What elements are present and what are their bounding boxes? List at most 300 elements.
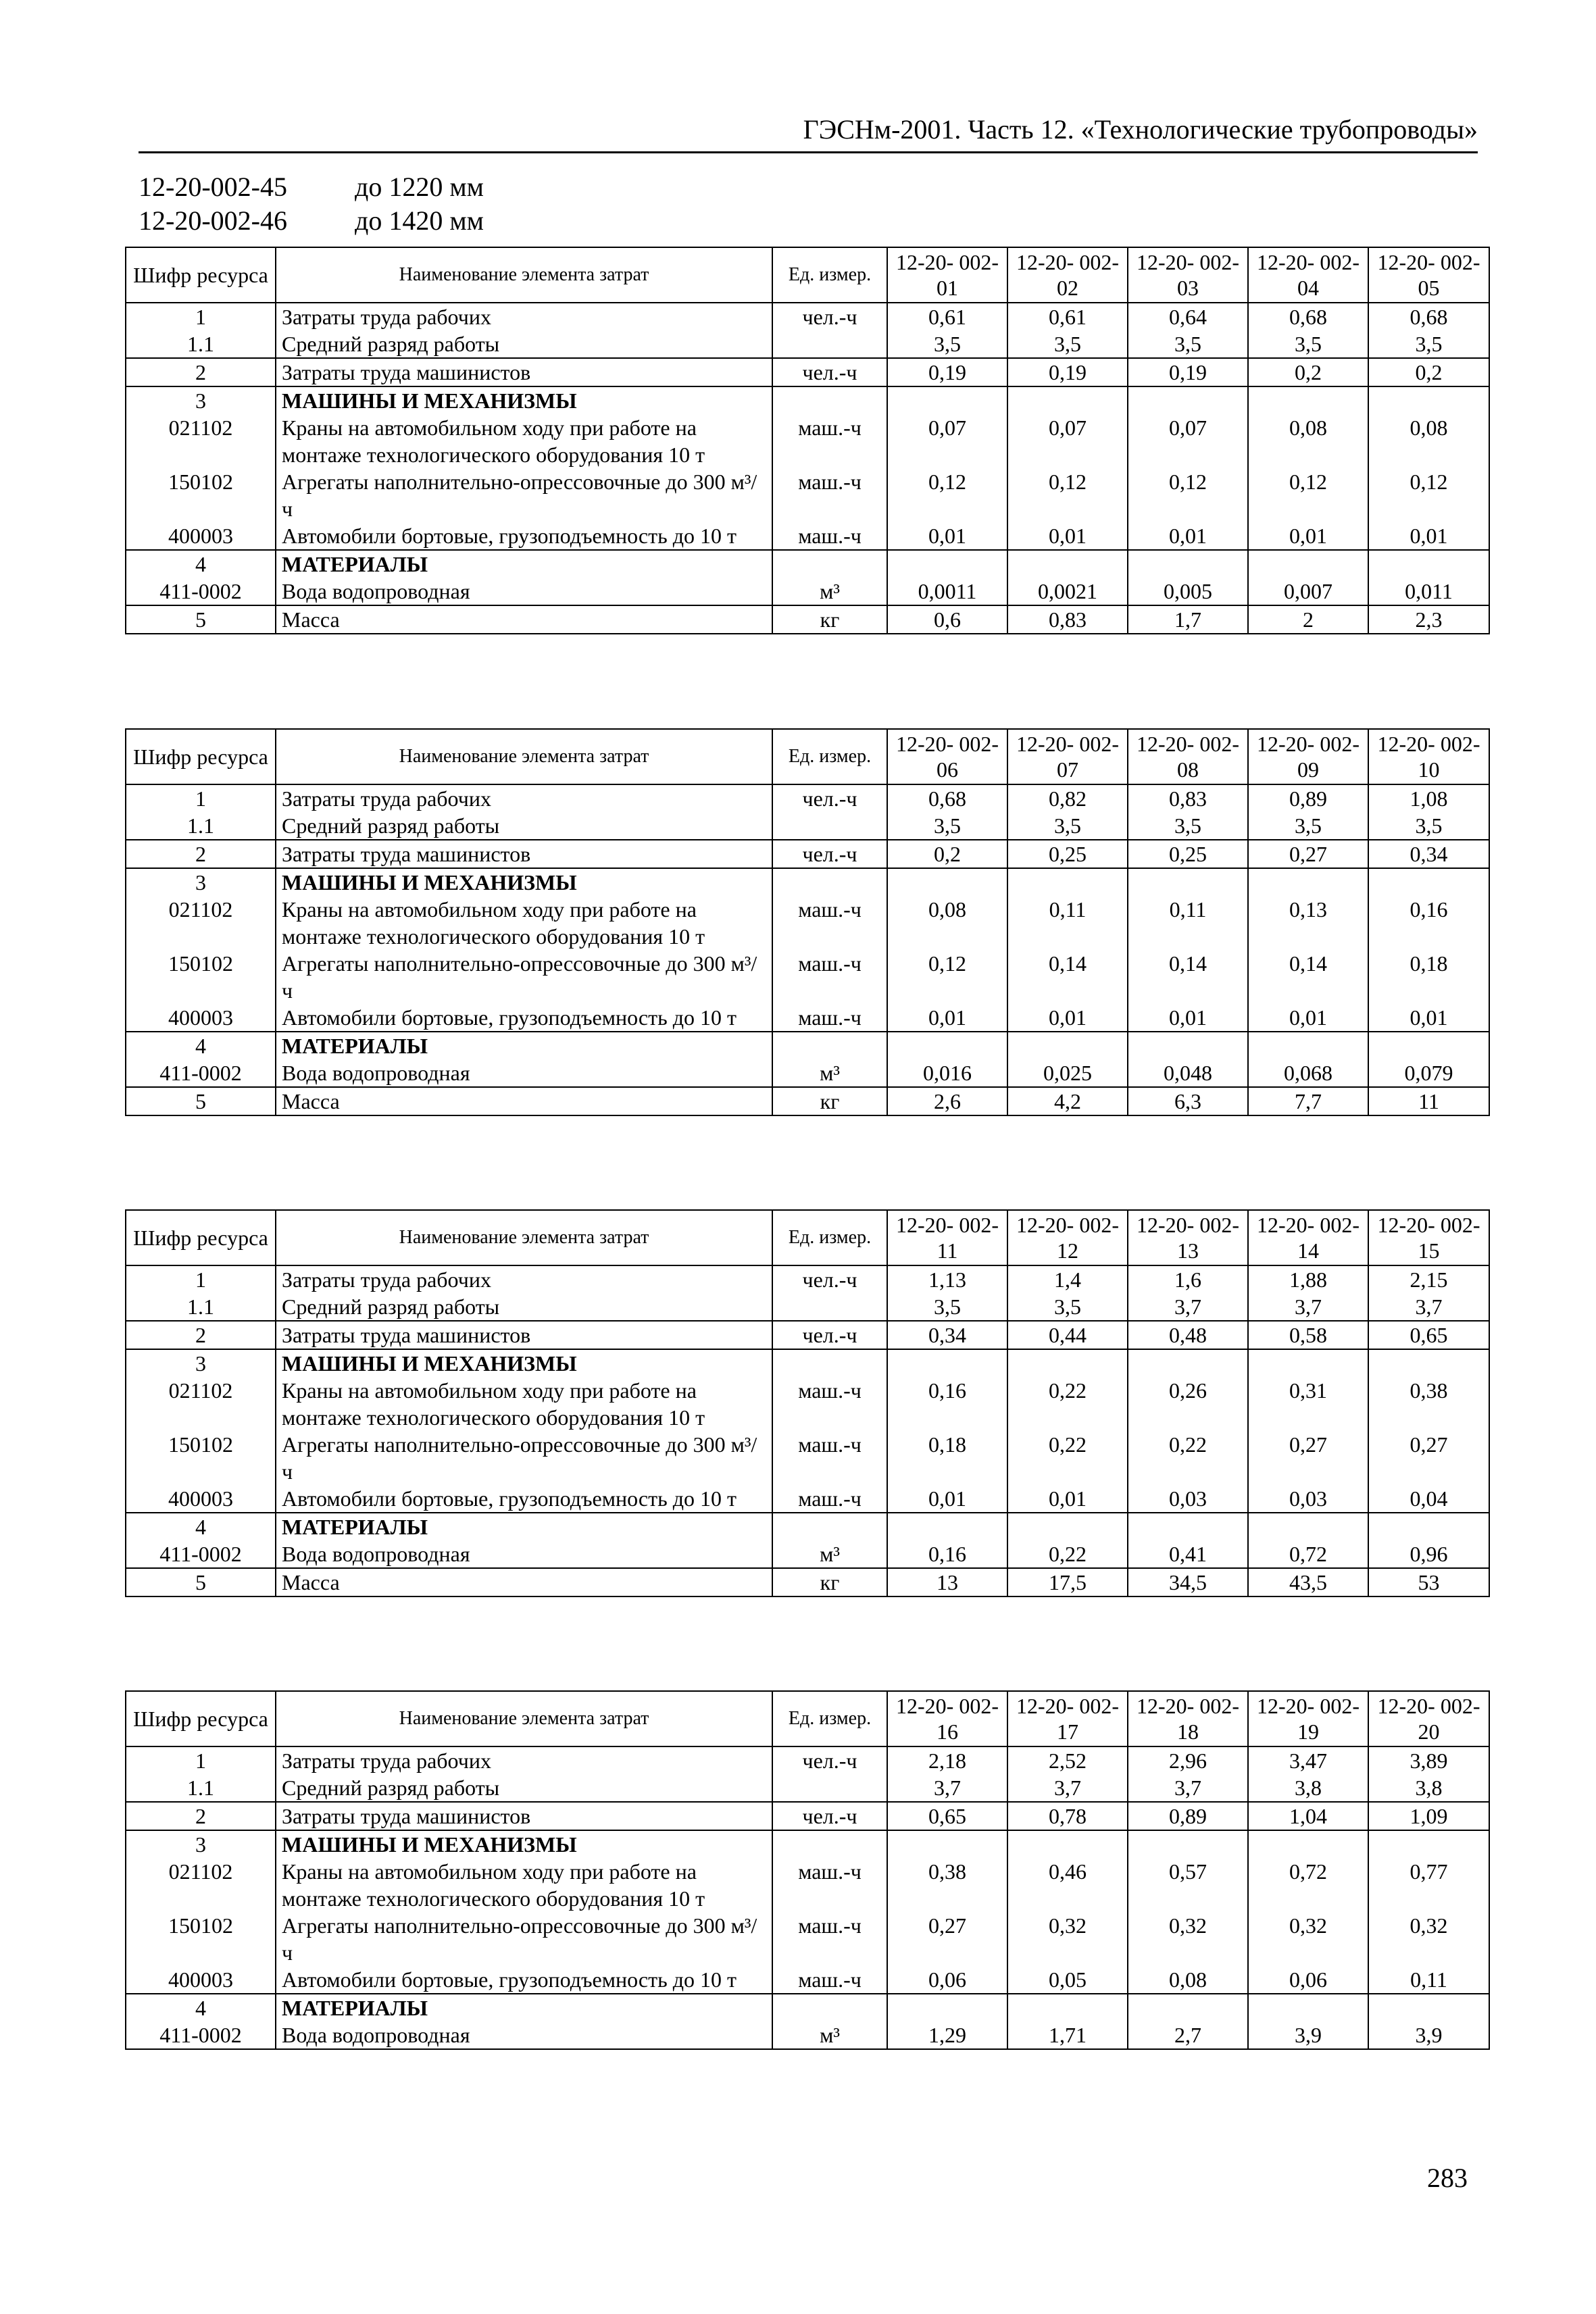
row-value: 7,7 — [1248, 1087, 1368, 1115]
row-unit: м³ — [772, 2021, 887, 2049]
cipher-header: Шифр ресурса — [126, 1691, 276, 1746]
row-value: 0,2 — [1248, 358, 1368, 386]
row-name: Вода водопроводная — [276, 1059, 772, 1087]
row-unit: м³ — [772, 1540, 887, 1568]
row-value: 0,57 — [1128, 1858, 1248, 1912]
row-value: 0,27 — [1248, 840, 1368, 868]
row-value: 0,12 — [1007, 468, 1128, 522]
row-value: 0,07 — [1007, 414, 1128, 468]
table-row-rank — [126, 1774, 1489, 1802]
row-unit: маш.-ч — [772, 468, 887, 522]
row-name: Краны на автомобильном ходу при работе на монтаже технологического оборудования 10 т — [276, 896, 772, 950]
row-unit: маш.-ч — [772, 1431, 887, 1485]
row-value: 3,5 — [1007, 330, 1128, 358]
row-value: 3,5 — [887, 330, 1007, 358]
row-unit: маш.-ч — [772, 1004, 887, 1032]
code-column-header: 12-20- 002-20 — [1368, 1691, 1489, 1746]
table-row-materials — [126, 1513, 1489, 1540]
row-name: МАШИНЫ И МЕХАНИЗМЫ — [276, 1830, 772, 1858]
table-row-water — [126, 578, 1489, 605]
row-value: 0,079 — [1368, 1059, 1489, 1087]
row-value: 53 — [1368, 1568, 1489, 1596]
row-cipher: 1 — [126, 303, 276, 330]
row-unit: маш.-ч — [772, 896, 887, 950]
row-value: 13 — [887, 1568, 1007, 1596]
table-row-water — [126, 1059, 1489, 1087]
row-name: МАШИНЫ И МЕХАНИЗМЫ — [276, 868, 772, 896]
row-name: Агрегаты наполнительно-опрессовочные до 300 м³/ч — [276, 950, 772, 1004]
table-row-materials — [126, 1032, 1489, 1059]
code-column-header: 12-20- 002-03 — [1128, 247, 1248, 303]
table-row-rank — [126, 330, 1489, 358]
row-name: Средний разряд работы — [276, 1774, 772, 1802]
row-cipher: 400003 — [126, 1004, 276, 1032]
row-name: Краны на автомобильном ходу при работе на монтаже технологического оборудования 10 т — [276, 1858, 772, 1912]
row-name: Затраты труда машинистов — [276, 358, 772, 386]
row-cipher: 1.1 — [126, 1293, 276, 1321]
row-name: Затраты труда рабочих — [276, 1265, 772, 1293]
row-value: 2,6 — [887, 1087, 1007, 1115]
table-row-truck — [126, 1004, 1489, 1032]
row-value: 0,011 — [1368, 578, 1489, 605]
row-value: 0,27 — [887, 1912, 1007, 1966]
row-value: 0,01 — [1368, 1004, 1489, 1032]
row-value: 43,5 — [1248, 1568, 1368, 1596]
row-value: 0,08 — [1128, 1966, 1248, 1994]
row-value: 0,19 — [1128, 358, 1248, 386]
row-value: 0,025 — [1007, 1059, 1128, 1087]
table-row-mass — [126, 1568, 1489, 1596]
row-unit: маш.-ч — [772, 1858, 887, 1912]
row-cipher: 021102 — [126, 414, 276, 468]
code-column-header: 12-20- 002-09 — [1248, 729, 1368, 784]
code-column-header: 12-20- 002-05 — [1368, 247, 1489, 303]
row-cipher: 3 — [126, 1830, 276, 1858]
estimate-table — [125, 728, 1490, 1116]
row-cipher: 400003 — [126, 1485, 276, 1513]
row-value: 3,5 — [1368, 330, 1489, 358]
row-unit — [772, 812, 887, 840]
table-row-materials — [126, 550, 1489, 578]
row-value: 0,16 — [887, 1377, 1007, 1431]
row-value: 0,27 — [1248, 1431, 1368, 1485]
row-name: МАТЕРИАЛЫ — [276, 550, 772, 578]
row-value: 0,32 — [1248, 1912, 1368, 1966]
row-cipher: 411-0002 — [126, 578, 276, 605]
code-column-header: 12-20- 002-15 — [1368, 1210, 1489, 1265]
row-cipher: 1.1 — [126, 1774, 276, 1802]
row-value: 4,2 — [1007, 1087, 1128, 1115]
row-name: МАШИНЫ И МЕХАНИЗМЫ — [276, 386, 772, 414]
row-unit: кг — [772, 1568, 887, 1596]
row-name: МАТЕРИАЛЫ — [276, 1994, 772, 2021]
row-value: 0,068 — [1248, 1059, 1368, 1087]
row-value: 0,01 — [887, 1485, 1007, 1513]
row-value: 11 — [1368, 1087, 1489, 1115]
row-value: 0,41 — [1128, 1540, 1248, 1568]
row-value: 3,9 — [1248, 2021, 1368, 2049]
row-value: 0,68 — [1368, 303, 1489, 330]
row-value: 0,01 — [887, 1004, 1007, 1032]
row-value: 0,22 — [1007, 1431, 1128, 1485]
row-value: 0,12 — [887, 468, 1007, 522]
row-value: 34,5 — [1128, 1568, 1248, 1596]
row-cipher: 4 — [126, 1994, 276, 2021]
row-value: 0,22 — [1007, 1377, 1128, 1431]
row-value: 3,7 — [1248, 1293, 1368, 1321]
row-value: 0,22 — [1128, 1431, 1248, 1485]
code-column-header: 12-20- 002-10 — [1368, 729, 1489, 784]
row-value: 1,09 — [1368, 1802, 1489, 1830]
row-value: 0,08 — [1248, 414, 1368, 468]
row-value: 17,5 — [1007, 1568, 1128, 1596]
row-name: Автомобили бортовые, грузоподъемность до 10 т — [276, 522, 772, 550]
unit-header: Ед. измер. — [772, 729, 887, 784]
row-name: Вода водопроводная — [276, 2021, 772, 2049]
row-value: 0,08 — [887, 896, 1007, 950]
row-value: 0,048 — [1128, 1059, 1248, 1087]
row-value: 3,5 — [1007, 812, 1128, 840]
row-value: 0,005 — [1128, 578, 1248, 605]
row-cipher: 2 — [126, 840, 276, 868]
row-cipher: 021102 — [126, 1377, 276, 1431]
code-column-header: 12-20- 002-18 — [1128, 1691, 1248, 1746]
row-unit: чел.-ч — [772, 1321, 887, 1349]
table-row-labor — [126, 1265, 1489, 1293]
row-value: 0,27 — [1368, 1431, 1489, 1485]
row-name: МАТЕРИАЛЫ — [276, 1032, 772, 1059]
row-name: МАТЕРИАЛЫ — [276, 1513, 772, 1540]
row-cipher: 5 — [126, 605, 276, 634]
row-value: 0,01 — [1007, 1004, 1128, 1032]
row-name: Средний разряд работы — [276, 330, 772, 358]
row-unit: маш.-ч — [772, 1485, 887, 1513]
row-value: 3,8 — [1248, 1774, 1368, 1802]
table-row-machines — [126, 1349, 1489, 1377]
row-value: 0,34 — [1368, 840, 1489, 868]
row-cipher: 021102 — [126, 896, 276, 950]
row-value: 0,32 — [1128, 1912, 1248, 1966]
row-value: 0,01 — [1248, 1004, 1368, 1032]
table-row-machinists — [126, 358, 1489, 386]
row-value: 0,14 — [1007, 950, 1128, 1004]
row-name: Агрегаты наполнительно-опрессовочные до 300 м³/ч — [276, 1431, 772, 1485]
row-value: 0,6 — [887, 605, 1007, 634]
row-value: 0,13 — [1248, 896, 1368, 950]
row-cipher: 1 — [126, 784, 276, 812]
row-unit: кг — [772, 1087, 887, 1115]
code-column-header: 12-20- 002-19 — [1248, 1691, 1368, 1746]
table-row-rank — [126, 812, 1489, 840]
row-value: 0,64 — [1128, 303, 1248, 330]
row-value: 0,11 — [1007, 896, 1128, 950]
row-cipher: 3 — [126, 1349, 276, 1377]
table-header-row — [126, 1691, 1489, 1746]
row-cipher: 2 — [126, 1802, 276, 1830]
row-value: 0,01 — [1128, 522, 1248, 550]
row-value: 1,13 — [887, 1265, 1007, 1293]
row-value: 3,89 — [1368, 1746, 1489, 1774]
row-value: 0,65 — [1368, 1321, 1489, 1349]
code-row — [139, 204, 484, 238]
row-cipher: 150102 — [126, 468, 276, 522]
code-column-header: 12-20- 002-06 — [887, 729, 1007, 784]
row-cipher: 3 — [126, 868, 276, 896]
row-value: 3,5 — [1128, 330, 1248, 358]
table-row-crane — [126, 1858, 1489, 1912]
row-value: 1,29 — [887, 2021, 1007, 2049]
row-name: Затраты труда машинистов — [276, 1321, 772, 1349]
code-desc: до 1420 мм — [355, 205, 484, 236]
row-value: 0,26 — [1128, 1377, 1248, 1431]
row-value: 0,61 — [1007, 303, 1128, 330]
row-name: Агрегаты наполнительно-опрессовочные до 300 м³/ч — [276, 1912, 772, 1966]
row-unit: чел.-ч — [772, 358, 887, 386]
table-row-truck — [126, 1966, 1489, 1994]
row-unit: маш.-ч — [772, 414, 887, 468]
row-value: 0,58 — [1248, 1321, 1368, 1349]
row-value: 0,01 — [1248, 522, 1368, 550]
row-value: 1,4 — [1007, 1265, 1128, 1293]
row-value: 0,83 — [1128, 784, 1248, 812]
code-desc: до 1220 мм — [355, 172, 484, 202]
row-name: Агрегаты наполнительно-опрессовочные до 300 м³/ч — [276, 468, 772, 522]
row-value: 0,48 — [1128, 1321, 1248, 1349]
row-name: Масса — [276, 1568, 772, 1596]
table-row-crane — [126, 896, 1489, 950]
row-cipher: 5 — [126, 1087, 276, 1115]
table-row-labor — [126, 784, 1489, 812]
row-value: 2,3 — [1368, 605, 1489, 634]
table-header-row — [126, 729, 1489, 784]
row-cipher: 411-0002 — [126, 2021, 276, 2049]
row-value: 0,38 — [887, 1858, 1007, 1912]
codes-list — [139, 170, 484, 238]
row-value: 0,0021 — [1007, 578, 1128, 605]
row-name: Автомобили бортовые, грузоподъемность до 10 т — [276, 1485, 772, 1513]
row-value: 0,16 — [1368, 896, 1489, 950]
row-value: 2,15 — [1368, 1265, 1489, 1293]
table-row-pump — [126, 1912, 1489, 1966]
row-cipher: 400003 — [126, 1966, 276, 1994]
table-row-machinists — [126, 1802, 1489, 1830]
row-value: 3,5 — [887, 1293, 1007, 1321]
row-value: 0,25 — [1007, 840, 1128, 868]
table-row-machines — [126, 868, 1489, 896]
code-column-header: 12-20- 002-04 — [1248, 247, 1368, 303]
row-cipher: 021102 — [126, 1858, 276, 1912]
code-column-header: 12-20- 002-11 — [887, 1210, 1007, 1265]
row-name: Автомобили бортовые, грузоподъемность до 10 т — [276, 1966, 772, 1994]
row-value: 0,44 — [1007, 1321, 1128, 1349]
row-value: 0,01 — [1128, 1004, 1248, 1032]
row-value: 3,5 — [1248, 330, 1368, 358]
row-value: 0,65 — [887, 1802, 1007, 1830]
row-unit — [772, 1293, 887, 1321]
row-value: 1,6 — [1128, 1265, 1248, 1293]
estimate-table — [125, 1209, 1490, 1597]
row-value: 0,06 — [1248, 1966, 1368, 1994]
row-value: 0,32 — [1007, 1912, 1128, 1966]
row-name: Затраты труда рабочих — [276, 303, 772, 330]
unit-header: Ед. измер. — [772, 1691, 887, 1746]
document-title: ГЭСНм-2001. Часть 12. «Технологические трубопроводы» — [803, 114, 1478, 145]
code-column-header: 12-20- 002-12 — [1007, 1210, 1128, 1265]
row-value: 3,5 — [887, 812, 1007, 840]
name-header: Наименование элемента затрат — [276, 1210, 772, 1265]
row-value: 0,07 — [887, 414, 1007, 468]
row-value: 0,08 — [1368, 414, 1489, 468]
estimate-table — [125, 247, 1490, 634]
table-row-water — [126, 2021, 1489, 2049]
table-row-pump — [126, 1431, 1489, 1485]
code-column-header: 12-20- 002-08 — [1128, 729, 1248, 784]
row-value: 3,8 — [1368, 1774, 1489, 1802]
row-value: 3,7 — [1128, 1293, 1248, 1321]
row-value: 1,88 — [1248, 1265, 1368, 1293]
row-unit: чел.-ч — [772, 1802, 887, 1830]
row-value: 3,5 — [1007, 1293, 1128, 1321]
row-value: 0,2 — [887, 840, 1007, 868]
table-row-labor — [126, 303, 1489, 330]
row-cipher: 2 — [126, 1321, 276, 1349]
table-row-materials — [126, 1994, 1489, 2021]
row-unit — [772, 1774, 887, 1802]
row-value: 3,9 — [1368, 2021, 1489, 2049]
unit-header: Ед. измер. — [772, 1210, 887, 1265]
unit-header: Ед. измер. — [772, 247, 887, 303]
row-value: 3,7 — [887, 1774, 1007, 1802]
cipher-header: Шифр ресурса — [126, 729, 276, 784]
table-row-machinists — [126, 840, 1489, 868]
code-column-header: 12-20- 002-02 — [1007, 247, 1128, 303]
row-value: 0,03 — [1248, 1485, 1368, 1513]
row-unit: чел.-ч — [772, 303, 887, 330]
row-cipher: 4 — [126, 550, 276, 578]
row-cipher: 3 — [126, 386, 276, 414]
row-cipher: 400003 — [126, 522, 276, 550]
row-name: Затраты труда рабочих — [276, 784, 772, 812]
name-header: Наименование элемента затрат — [276, 247, 772, 303]
page-header — [139, 114, 1478, 153]
row-value: 0,01 — [1368, 522, 1489, 550]
name-header: Наименование элемента затрат — [276, 1691, 772, 1746]
row-unit: маш.-ч — [772, 950, 887, 1004]
row-unit — [772, 330, 887, 358]
row-value: 2,96 — [1128, 1746, 1248, 1774]
row-value: 0,72 — [1248, 1858, 1368, 1912]
table-row-mass — [126, 605, 1489, 634]
row-name: Средний разряд работы — [276, 1293, 772, 1321]
row-value: 0,2 — [1368, 358, 1489, 386]
row-value: 0,78 — [1007, 1802, 1128, 1830]
row-value: 3,7 — [1368, 1293, 1489, 1321]
row-value: 0,82 — [1007, 784, 1128, 812]
row-value: 6,3 — [1128, 1087, 1248, 1115]
row-value: 1,08 — [1368, 784, 1489, 812]
row-value: 2,52 — [1007, 1746, 1128, 1774]
row-value: 0,68 — [1248, 303, 1368, 330]
table-row-machines — [126, 386, 1489, 414]
row-value: 3,5 — [1128, 812, 1248, 840]
row-unit: м³ — [772, 1059, 887, 1087]
row-unit: чел.-ч — [772, 840, 887, 868]
table-row-machinists — [126, 1321, 1489, 1349]
row-name: Краны на автомобильном ходу при работе на монтаже технологического оборудования 10 т — [276, 414, 772, 468]
row-value: 0,72 — [1248, 1540, 1368, 1568]
row-name: Затраты труда рабочих — [276, 1746, 772, 1774]
table-row-pump — [126, 950, 1489, 1004]
row-cipher: 1 — [126, 1746, 276, 1774]
row-value: 0,19 — [1007, 358, 1128, 386]
table-header-row — [126, 1210, 1489, 1265]
estimate-table — [125, 1690, 1490, 2050]
row-value: 0,14 — [1128, 950, 1248, 1004]
code-column-header: 12-20- 002-17 — [1007, 1691, 1128, 1746]
row-name: Вода водопроводная — [276, 578, 772, 605]
row-unit: кг — [772, 605, 887, 634]
row-value: 0,05 — [1007, 1966, 1128, 1994]
row-value: 0,34 — [887, 1321, 1007, 1349]
row-value: 0,89 — [1128, 1802, 1248, 1830]
code-id: 12-20-002-46 — [139, 205, 287, 236]
cipher-header: Шифр ресурса — [126, 1210, 276, 1265]
row-value: 1,7 — [1128, 605, 1248, 634]
code-column-header: 12-20- 002-01 — [887, 247, 1007, 303]
row-value: 0,38 — [1368, 1377, 1489, 1431]
row-value: 0,16 — [887, 1540, 1007, 1568]
row-unit: чел.-ч — [772, 1746, 887, 1774]
row-cipher: 1 — [126, 1265, 276, 1293]
row-cipher: 2 — [126, 358, 276, 386]
row-value: 0,01 — [1007, 1485, 1128, 1513]
row-unit: чел.-ч — [772, 1265, 887, 1293]
row-value: 0,01 — [1007, 522, 1128, 550]
row-value: 3,7 — [1007, 1774, 1128, 1802]
row-cipher: 150102 — [126, 1431, 276, 1485]
row-value: 0,04 — [1368, 1485, 1489, 1513]
table-row-crane — [126, 414, 1489, 468]
row-cipher: 411-0002 — [126, 1059, 276, 1087]
row-value: 0,03 — [1128, 1485, 1248, 1513]
row-value: 0,11 — [1368, 1966, 1489, 1994]
row-name: Краны на автомобильном ходу при работе на монтаже технологического оборудования 10 т — [276, 1377, 772, 1431]
row-value: 3,47 — [1248, 1746, 1368, 1774]
row-value: 3,7 — [1128, 1774, 1248, 1802]
row-value: 0,11 — [1128, 896, 1248, 950]
row-value: 3,5 — [1248, 812, 1368, 840]
row-value: 0,83 — [1007, 605, 1128, 634]
table-header-row — [126, 247, 1489, 303]
row-value: 0,46 — [1007, 1858, 1128, 1912]
row-cipher: 4 — [126, 1513, 276, 1540]
row-value: 2,7 — [1128, 2021, 1248, 2049]
row-value: 0,07 — [1128, 414, 1248, 468]
code-column-header: 12-20- 002-07 — [1007, 729, 1128, 784]
row-value: 0,06 — [887, 1966, 1007, 1994]
row-name: Затраты труда машинистов — [276, 1802, 772, 1830]
row-cipher: 150102 — [126, 950, 276, 1004]
row-value: 0,18 — [887, 1431, 1007, 1485]
row-value: 0,77 — [1368, 1858, 1489, 1912]
table-row-rank — [126, 1293, 1489, 1321]
code-id: 12-20-002-45 — [139, 172, 287, 202]
code-column-header: 12-20- 002-16 — [887, 1691, 1007, 1746]
row-value: 0,12 — [1128, 468, 1248, 522]
row-value: 3,5 — [1368, 812, 1489, 840]
code-column-header: 12-20- 002-13 — [1128, 1210, 1248, 1265]
row-value: 0,22 — [1007, 1540, 1128, 1568]
